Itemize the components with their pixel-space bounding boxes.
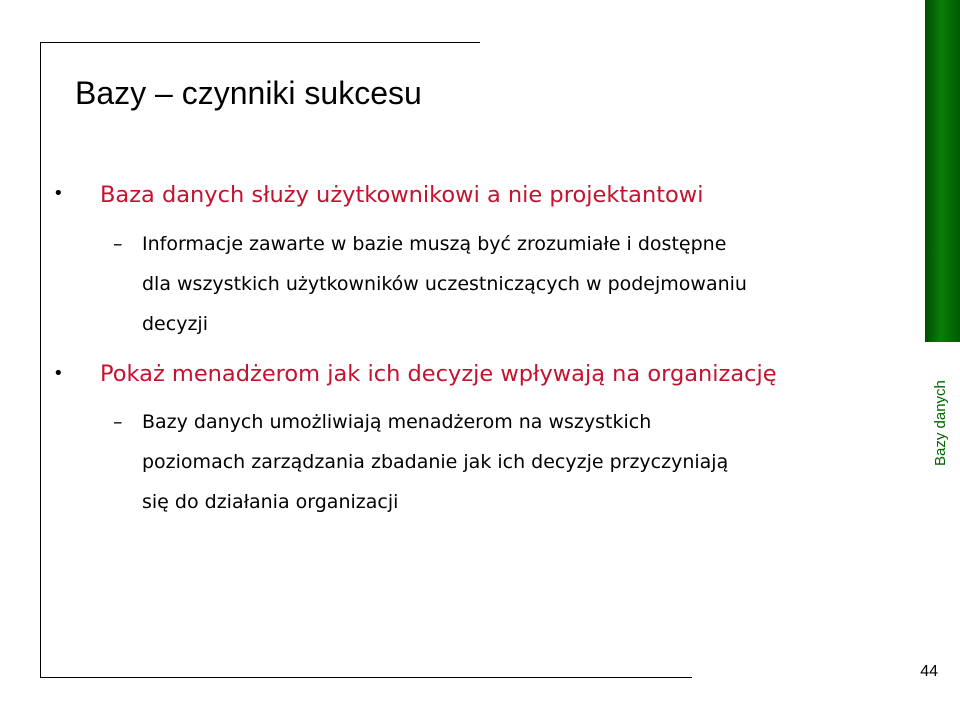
side-label: Bazy danych bbox=[932, 380, 949, 466]
sub-bullet-line: decyzji bbox=[142, 313, 208, 335]
bullet-text: Pokaż menadżerom jak ich decyzje wpływają na organizację bbox=[100, 361, 777, 387]
sub-bullet-line: się do działania organizacji bbox=[142, 491, 399, 513]
sub-bullet-line: Bazy danych umożliwiają menadżerom na wszystkich bbox=[142, 411, 652, 433]
sub-bullet-text bbox=[142, 224, 912, 344]
slide-title: Bazy – czynniki sukcesu bbox=[75, 75, 422, 111]
sub-bullet-line: Informacje zawarte w bazie muszą być zrozumiałe i dostępne bbox=[142, 233, 727, 255]
frame-top-border bbox=[40, 42, 480, 43]
sub-bullet-line: poziomach zarządzania zbadanie jak ich decyzje przyczyniają bbox=[142, 451, 729, 473]
sub-bullet-marker: – bbox=[113, 233, 123, 255]
frame-left-border bbox=[40, 42, 41, 677]
sub-bullet-line: dla wszystkich użytkowników uczestniczących w podejmowaniu bbox=[142, 273, 747, 295]
side-accent-bar bbox=[925, 0, 960, 342]
sub-bullet-marker: – bbox=[113, 411, 123, 433]
sub-bullet-text bbox=[142, 402, 912, 522]
page-number: 44 bbox=[920, 663, 938, 680]
frame-bottom-border bbox=[40, 677, 692, 678]
bullet-marker: • bbox=[53, 183, 64, 204]
bullet-text: Baza danych służy użytkownikowi a nie projektantowi bbox=[100, 182, 704, 208]
bullet-marker: • bbox=[53, 363, 64, 384]
